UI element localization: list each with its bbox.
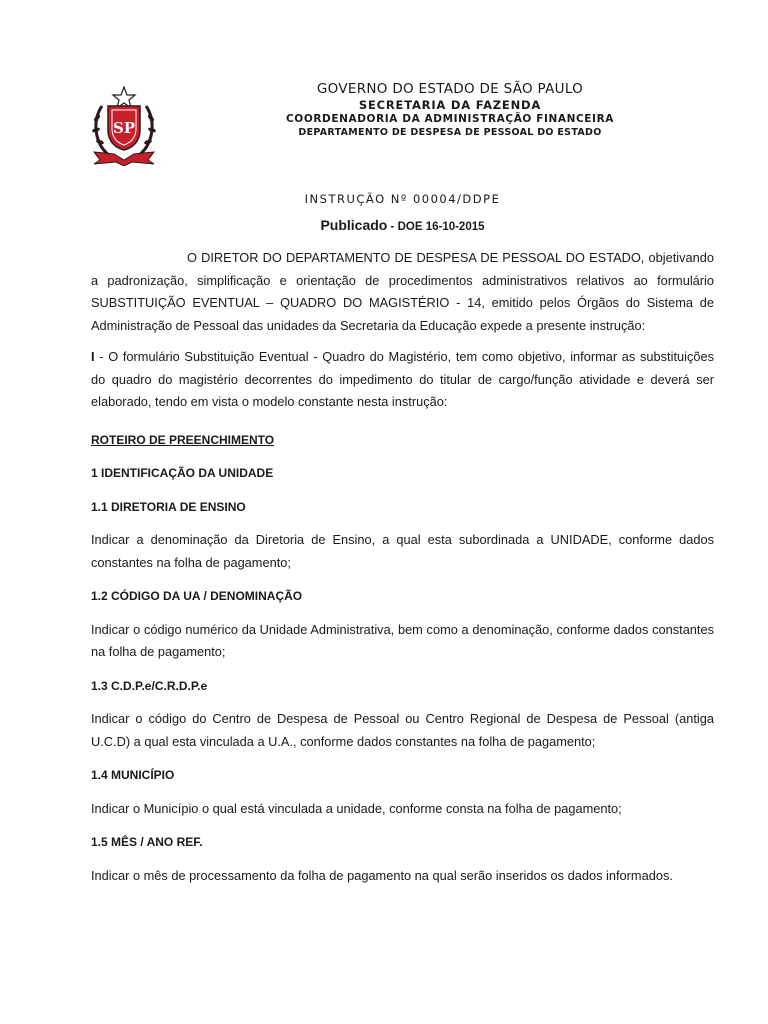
subsection-text: Indicar a denominação da Diretoria de Ensino, a qual esta subordinada a UNIDADE, conforme dados constantes na folha de pagamento;	[91, 532, 714, 570]
coordination-title: COORDENADORIA DA ADMINISTRAÇÃO FINANCEIRA	[286, 113, 614, 125]
department-title: DEPARTAMENTO DE DESPESA DE PESSOAL DO ESTADO	[298, 127, 602, 138]
subsection-text: Indicar o mês de processamento da folha de pagamento na qual serão inseridos os dados informados.	[91, 867, 673, 883]
instruction-title: INSTRUÇÃO Nº 00004/DDPE	[304, 192, 501, 206]
published-label: Publicado	[320, 217, 388, 233]
section-1-heading: 1 IDENTIFICAÇÃO DA UNIDADE	[91, 466, 274, 480]
subsection-heading: 1.1 DIRETORIA DE ENSINO	[91, 499, 246, 514]
government-title: GOVERNO DO ESTADO DE SÃO PAULO	[316, 81, 584, 97]
subsection-text: Indicar o código numérico da Unidade Administrativa, bem como a denominação, conforme dados constantes na folha de pagamento;	[91, 621, 714, 659]
item-i-marker: I	[91, 349, 95, 364]
document-body	[91, 190, 714, 887]
publication-line	[91, 215, 714, 237]
subsection-heading: 1.2 CÓDIGO DA UA / DENOMINAÇÃO	[91, 589, 303, 603]
subsection-heading: 1.5 MÊS / ANO REF.	[91, 835, 203, 849]
secretariat-title: SECRETARIA DA FAZENDA	[358, 98, 542, 112]
published-detail: - DOE 16-10-2015	[387, 221, 485, 233]
sao-paulo-coat-of-arms-icon	[88, 86, 160, 166]
subsection-text: Indicar o código do Centro de Despesa de Pessoal ou Centro Regional de Despesa de Pessoal (antiga U.C.D) a qual esta vinculada a U.A., conforme dados constantes na folha de pagamento;	[91, 711, 714, 749]
item-i-text: - O formulário Substituição Eventual - Quadro do Magistério, tem como objetivo, informar as substituições do quadro do magistério decorrentes do impedimento do titular de cargo/função atividade e deverá ser elaborado, tendo em vista o modelo constante nesta instrução:	[91, 349, 714, 409]
seal-letters: SP	[112, 119, 136, 137]
subsection-text: Indicar o Município o qual está vinculada a unidade, conforme consta na folha de pagamento;	[91, 800, 622, 816]
roteiro-heading: ROTEIRO DE PREENCHIMENTO	[91, 432, 275, 447]
subsection-heading: 1.3 C.D.P.e/C.R.D.P.e	[91, 678, 208, 693]
document-header	[0, 0, 768, 175]
subsection-heading: 1.4 MUNICÍPIO	[91, 768, 175, 782]
item-i-paragraph	[91, 346, 714, 414]
intro-paragraph: O DIRETOR DO DEPARTAMENTO DE DESPESA DE PESSOAL DO ESTADO, objetivando a padronização, simplificação e orientação de procedimentos administrativos relativos ao formulário SUBSTITUIÇÃO EVENTUAL – QUADRO DO MAGISTÉRIO - 14, emitido pelos Órgãos do Sistema de Administração de Pessoal das unidades da Secretaria da Educação expede a presente instrução:	[91, 250, 714, 333]
